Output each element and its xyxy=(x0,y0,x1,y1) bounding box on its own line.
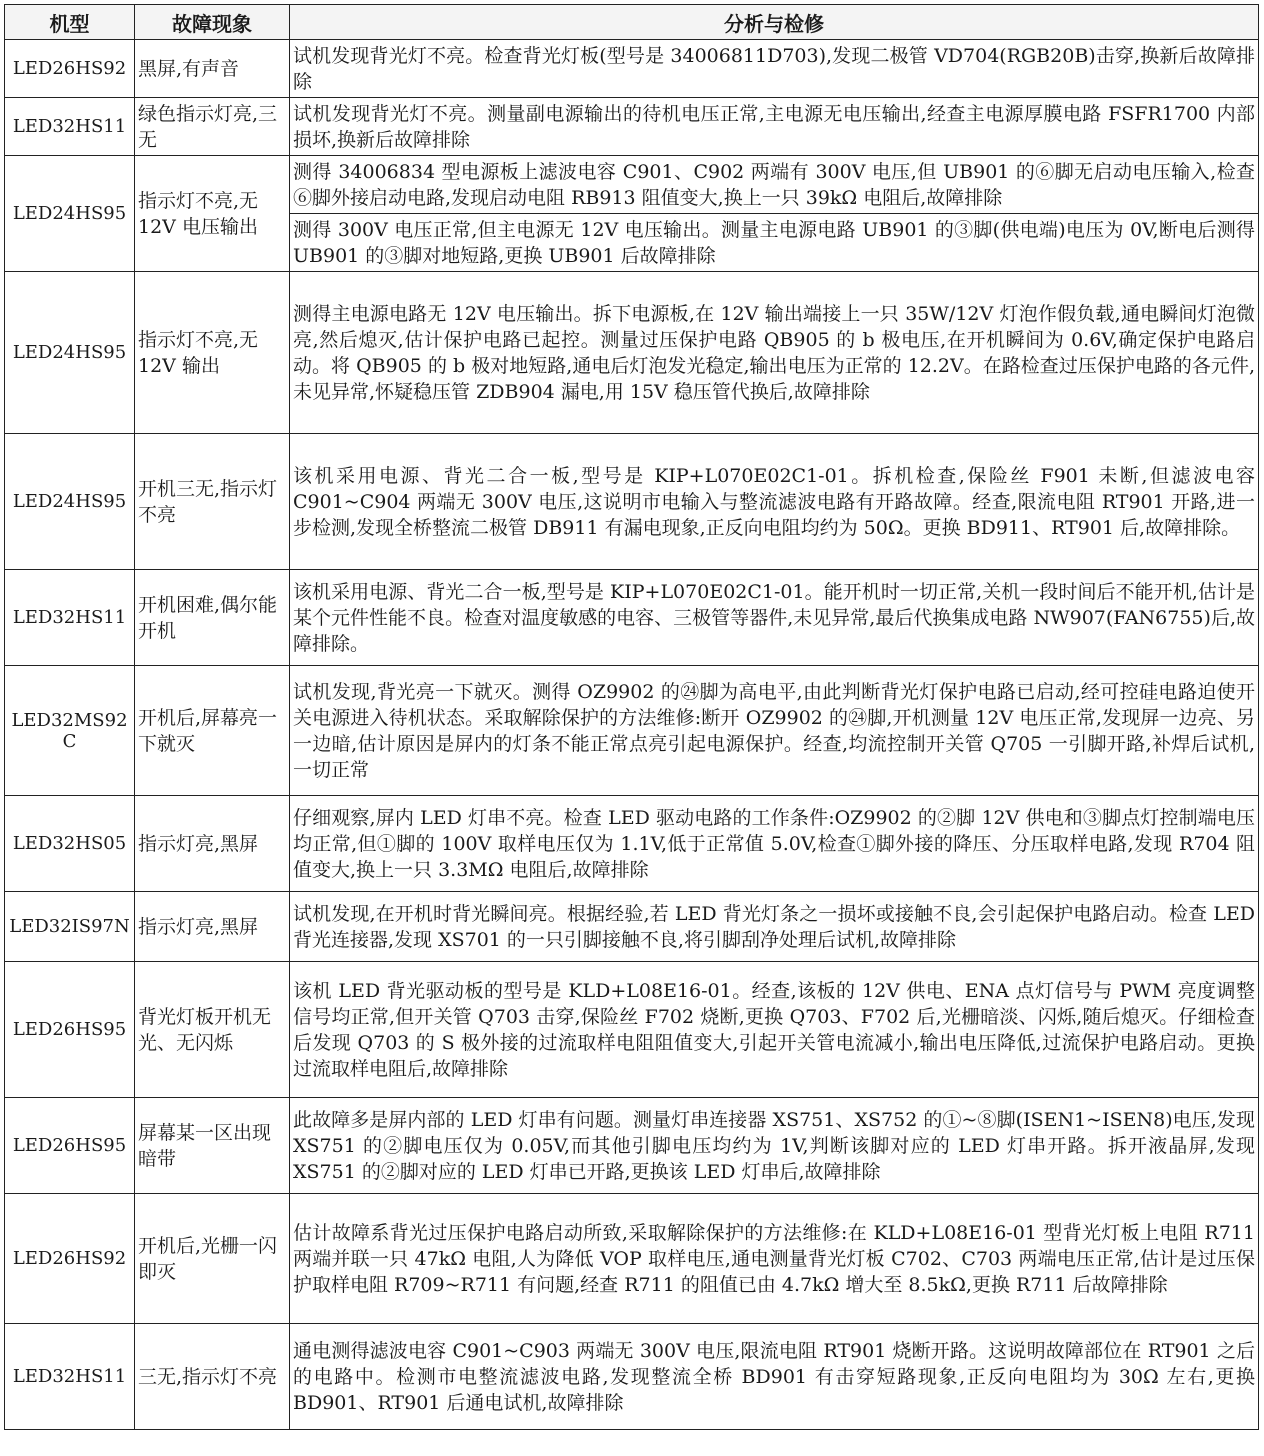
model-cell: LED24HS95 xyxy=(5,272,135,434)
model-cell: LED32HS11 xyxy=(5,98,135,156)
model-cell: LED26HS92 xyxy=(5,40,135,98)
symptom-cell: 开机后,光栅一闪即灭 xyxy=(135,1194,290,1324)
model-cell: LED32HS11 xyxy=(5,570,135,666)
symptom-cell: 指示灯不亮,无12V 电压输出 xyxy=(135,156,290,272)
analysis-cell: 该机采用电源、背光二合一板,型号是 KIP+L070E02C1-01。能开机时一切正常,关机一段时间后不能开机,估计是某个元件性能不良。检查对温度敏感的电容、三极管等器件,未见异常,最后代换集成电路 NW907(FAN6755)后,故障排除。 xyxy=(290,570,1259,666)
analysis-cell: 测得 300V 电压正常,但主电源无 12V 电压输出。测量主电源电路 UB901 的③脚(供电端)电压为 0V,断电后测得 UB901 的③脚对地短路,更换 UB901 后故障排除 xyxy=(290,214,1259,272)
analysis-cell: 仔细观察,屏内 LED 灯串不亮。检查 LED 驱动电路的工作条件:OZ9902 的②脚 12V 供电和③脚点灯控制端电压均正常,但①脚的 100V 取样电压仅为 1.1V,低于正常值 5.0V,检查①脚外接的降压、分压取样电路,发现 R704 阻值变大,换上一只 3.3MΩ 电阻后,故障排除 xyxy=(290,796,1259,892)
header-model: 机型 xyxy=(5,5,135,40)
model-cell: LED32MS92C xyxy=(5,666,135,796)
symptom-cell: 背光灯板开机无光、无闪烁 xyxy=(135,962,290,1098)
table-row xyxy=(5,434,1259,570)
table-row xyxy=(5,892,1259,962)
model-cell: LED26HS95 xyxy=(5,962,135,1098)
symptom-cell: 绿色指示灯亮,三无 xyxy=(135,98,290,156)
table-row xyxy=(5,570,1259,666)
analysis-cell: 试机发现背光灯不亮。测量副电源输出的待机电压正常,主电源无电压输出,经查主电源厚膜电路 FSFR1700 内部损坏,换新后故障排除 xyxy=(290,98,1259,156)
analysis-cell: 试机发现背光灯不亮。检查背光灯板(型号是 34006811D703),发现二极管 VD704(RGB20B)击穿,换新后故障排除 xyxy=(290,40,1259,98)
model-cell: LED26HS95 xyxy=(5,1098,135,1194)
symptom-cell: 开机三无,指示灯不亮 xyxy=(135,434,290,570)
model-cell: LED32HS11 xyxy=(5,1324,135,1430)
model-cell: LED32IS97N xyxy=(5,892,135,962)
model-cell: LED24HS95 xyxy=(5,156,135,272)
symptom-cell: 屏幕某一区出现暗带 xyxy=(135,1098,290,1194)
analysis-cell: 该机采用电源、背光二合一板,型号是 KIP+L070E02C1-01。拆机检查,保险丝 F901 未断,但滤波电容 C901~C904 两端无 300V 电压,这说明市电输入与整流滤波电路有开路故障。经查,限流电阻 RT901 开路,进一步检测,发现全桥整流二极管 DB911 有漏电现象,正反向电阻均约为 50Ω。更换 BD911、RT901 后,故障排除。 xyxy=(290,434,1259,570)
symptom-cell: 三无,指示灯不亮 xyxy=(135,1324,290,1430)
table-row xyxy=(5,962,1259,1098)
model-cell: LED32HS05 xyxy=(5,796,135,892)
analysis-cell: 通电测得滤波电容 C901~C903 两端无 300V 电压,限流电阻 RT901 烧断开路。这说明故障部位在 RT901 之后的电路中。检测市电整流滤波电路,发现整流全桥 BD901 有击穿短路现象,正反向电阻均为 30Ω 左右,更换 BD901、RT901 后通电试机,故障排除 xyxy=(290,1324,1259,1430)
table-row xyxy=(5,40,1259,98)
repair-table xyxy=(4,4,1259,1430)
table-body xyxy=(5,40,1259,1430)
symptom-cell: 指示灯亮,黑屏 xyxy=(135,796,290,892)
analysis-cell: 此故障多是屏内部的 LED 灯串有问题。测量灯串连接器 XS751、XS752 的①~⑧脚(ISEN1~ISEN8)电压,发现 XS751 的②脚电压仅为 0.05V,而其他引脚电压均约为 1V,判断该脚对应的 LED 灯串开路。拆开液晶屏,发现 XS751 的②脚对应的 LED 灯串已开路,更换该 LED 灯串后,故障排除 xyxy=(290,1098,1259,1194)
symptom-cell: 指示灯不亮,无12V 输出 xyxy=(135,272,290,434)
table-row xyxy=(5,1324,1259,1430)
table-row xyxy=(5,156,1259,214)
model-cell: LED24HS95 xyxy=(5,434,135,570)
analysis-cell: 测得 34006834 型电源板上滤波电容 C901、C902 两端有 300V 电压,但 UB901 的⑥脚无启动电压输入,检查⑥脚外接启动电路,发现启动电阻 RB913 阻值变大,换上一只 39kΩ 电阻后,故障排除 xyxy=(290,156,1259,214)
analysis-cell: 该机 LED 背光驱动板的型号是 KLD+L08E16-01。经查,该板的 12V 供电、ENA 点灯信号与 PWM 亮度调整信号均正常,但开关管 Q703 击穿,保险丝 F702 烧断,更换 Q703、F702 后,光栅暗淡、闪烁,随后熄灭。仔细检查后发现 Q703 的 S 极外接的过流取样电阻阻值变大,引起开关管电流减小,输出电压降低,过流保护电路启动。更换过流取样电阻后,故障排除 xyxy=(290,962,1259,1098)
symptom-cell: 开机困难,偶尔能开机 xyxy=(135,570,290,666)
analysis-cell: 测得主电源电路无 12V 电压输出。拆下电源板,在 12V 输出端接上一只 35W/12V 灯泡作假负载,通电瞬间灯泡微亮,然后熄灭,估计保护电路已起控。测量过压保护电路 QB905 的 b 极电压,在开机瞬间为 0.6V,确定保护电路启动。将 QB905 的 b 极对地短路,通电后灯泡发光稳定,输出电压为正常的 12.2V。在路检查过压保护电路的各元件,未见异常,怀疑稳压管 ZDB904 漏电,用 15V 稳压管代换后,故障排除 xyxy=(290,272,1259,434)
analysis-cell: 估计故障系背光过压保护电路启动所致,采取解除保护的方法维修:在 KLD+L08E16-01 型背光灯板上电阻 R711 两端并联一只 47kΩ 电阻,人为降低 VOP 取样电压,通电测量背光灯板 C702、C703 两端电压正常,估计是过压保护取样电阻 R709~R711 有问题,经查 R711 的阻值已由 4.7kΩ 增大至 8.5kΩ,更换 R711 后故障排除 xyxy=(290,1194,1259,1324)
header-symptom: 故障现象 xyxy=(135,5,290,40)
symptom-cell: 开机后,屏幕亮一下就灭 xyxy=(135,666,290,796)
table-row xyxy=(5,1098,1259,1194)
table-row xyxy=(5,272,1259,434)
symptom-cell: 指示灯亮,黑屏 xyxy=(135,892,290,962)
analysis-cell: 试机发现,背光亮一下就灭。测得 OZ9902 的㉔脚为高电平,由此判断背光灯保护电路已启动,经可控硅电路迫使开关电源进入待机状态。采取解除保护的方法维修:断开 OZ9902 的㉔脚,开机测量 12V 电压正常,发现屏一边亮、另一边暗,估计原因是屏内的灯条不能正常点亮引起电源保护。经查,均流控制开关管 Q705 一引脚开路,补焊后试机,一切正常 xyxy=(290,666,1259,796)
header-row xyxy=(5,5,1259,40)
table-row xyxy=(5,1194,1259,1324)
table-row xyxy=(5,666,1259,796)
table-row xyxy=(5,98,1259,156)
model-cell: LED26HS92 xyxy=(5,1194,135,1324)
header-analysis: 分析与检修 xyxy=(290,5,1259,40)
symptom-cell: 黑屏,有声音 xyxy=(135,40,290,98)
analysis-cell: 试机发现,在开机时背光瞬间亮。根据经验,若 LED 背光灯条之一损坏或接触不良,会引起保护电路启动。检查 LED 背光连接器,发现 XS701 的一只引脚接触不良,将引脚刮净处理后试机,故障排除 xyxy=(290,892,1259,962)
table-row xyxy=(5,796,1259,892)
